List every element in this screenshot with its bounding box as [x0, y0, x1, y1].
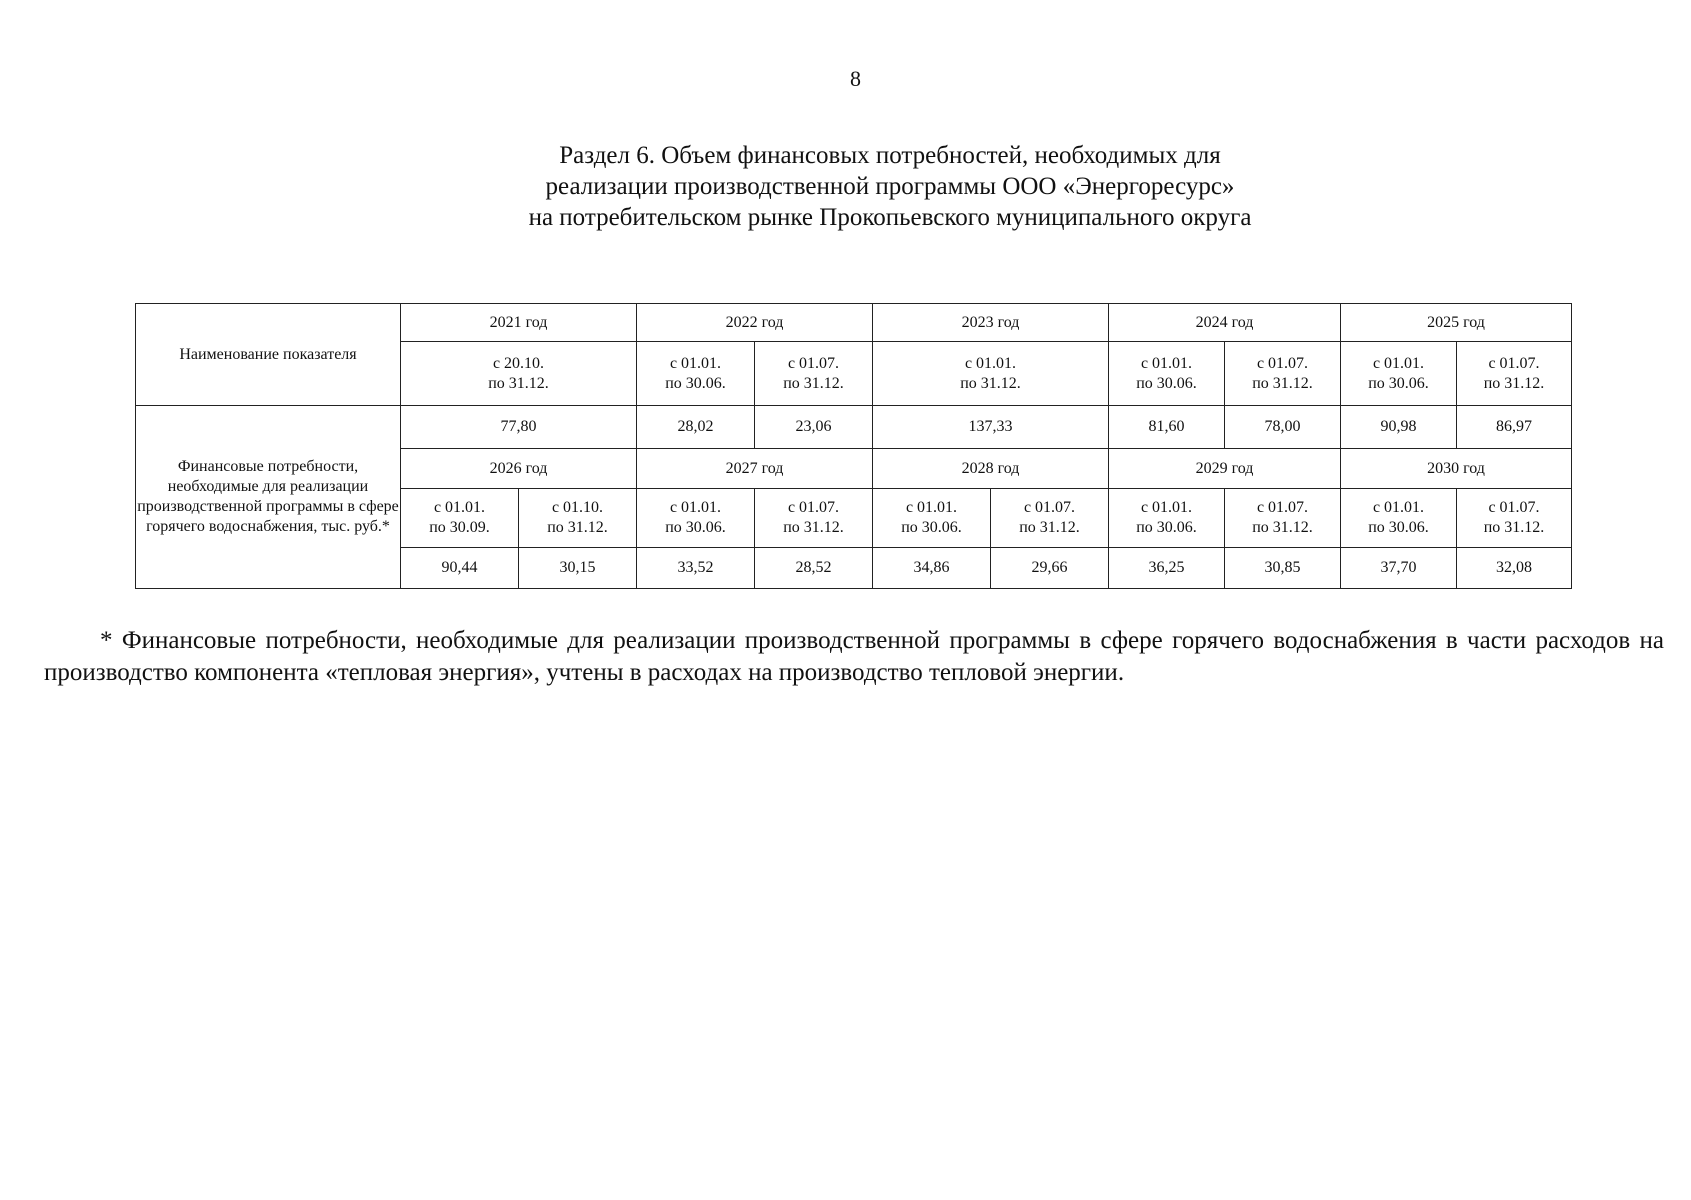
period-header: с 01.01. по 30.06.	[637, 342, 755, 406]
value-cell: 90,44	[401, 548, 519, 589]
year-header: 2024 год	[1109, 304, 1341, 342]
year-header: 2028 год	[873, 449, 1109, 489]
period-header: с 01.07. по 31.12.	[1457, 489, 1572, 548]
value-cell: 29,66	[991, 548, 1109, 589]
year-header: 2030 год	[1341, 449, 1572, 489]
period-header: с 01.07. по 31.12.	[755, 489, 873, 548]
value-cell: 30,15	[519, 548, 637, 589]
value-cell: 28,52	[755, 548, 873, 589]
period-header: с 01.07. по 31.12.	[1225, 342, 1341, 406]
period-header: с 01.01. по 30.06.	[873, 489, 991, 548]
year-header: 2021 год	[401, 304, 637, 342]
value-cell: 90,98	[1341, 406, 1457, 449]
page-number: 8	[850, 66, 861, 91]
value-cell: 30,85	[1225, 548, 1341, 589]
section-title-line-2: реализации производственной программы ООО «Энергоресурс»	[545, 173, 1235, 200]
year-header: 2025 год	[1341, 304, 1572, 342]
indicator-name-cell: Финансовые потребности, необходимые для реализации производственной программы в сфере горячего водоснабжения, тыс. руб.*	[136, 406, 401, 589]
year-header: 2029 год	[1109, 449, 1341, 489]
year-header: 2027 год	[637, 449, 873, 489]
section-title-line-3: на потребительском рынке Прокопьевского муниципального округа	[528, 204, 1252, 231]
value-cell: 33,52	[637, 548, 755, 589]
value-cell: 28,02	[637, 406, 755, 449]
footnote: * Финансовые потребности, необходимые для реализации производственной программы в сфере горячего водоснабжения в части расходов на производство компонента «тепловая энергия», учтены в расходах на производство тепловой энергии.	[44, 627, 1664, 686]
period-header: с 01.01. по 30.06.	[1109, 342, 1225, 406]
period-header: с 01.01. по 31.12.	[873, 342, 1109, 406]
period-header: с 01.07. по 31.12.	[1457, 342, 1572, 406]
period-header: с 01.01. по 30.06.	[1109, 489, 1225, 548]
period-header: с 01.01. по 30.06.	[637, 489, 755, 548]
period-header: с 01.07. по 31.12.	[755, 342, 873, 406]
value-cell: 36,25	[1109, 548, 1225, 589]
value-cell: 23,06	[755, 406, 873, 449]
year-header: 2023 год	[873, 304, 1109, 342]
value-cell: 34,86	[873, 548, 991, 589]
value-cell: 137,33	[873, 406, 1109, 449]
year-header: 2026 год	[401, 449, 637, 489]
value-cell: 78,00	[1225, 406, 1341, 449]
value-cell: 32,08	[1457, 548, 1572, 589]
table-row	[136, 304, 1572, 342]
period-header: с 01.07. по 31.12.	[991, 489, 1109, 548]
financial-needs-table	[135, 303, 1572, 589]
column-header-indicator-name: Наименование показателя	[136, 304, 401, 406]
period-header: с 01.01. по 30.06.	[1341, 342, 1457, 406]
period-header: с 01.10. по 31.12.	[519, 489, 637, 548]
period-header: с 20.10. по 31.12.	[401, 342, 637, 406]
section-title-line-1: Раздел 6. Объем финансовых потребностей, необходимых для	[559, 142, 1221, 169]
value-cell: 81,60	[1109, 406, 1225, 449]
value-cell: 37,70	[1341, 548, 1457, 589]
period-header: с 01.01. по 30.09.	[401, 489, 519, 548]
table-row	[136, 406, 1572, 449]
year-header: 2022 год	[637, 304, 873, 342]
period-header: с 01.07. по 31.12.	[1225, 489, 1341, 548]
value-cell: 77,80	[401, 406, 637, 449]
value-cell: 86,97	[1457, 406, 1572, 449]
section-title	[380, 140, 1400, 233]
period-header: с 01.01. по 30.06.	[1341, 489, 1457, 548]
